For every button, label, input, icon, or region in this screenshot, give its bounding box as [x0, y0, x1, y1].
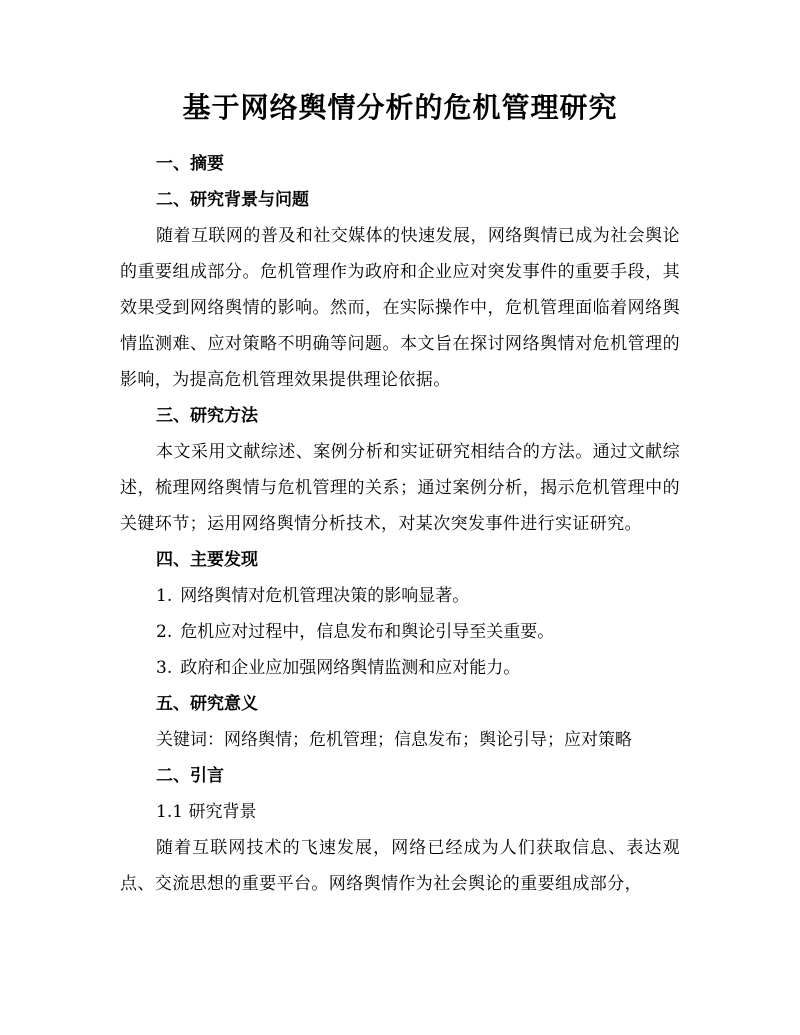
finding-number: 2.	[156, 622, 173, 642]
intro-paragraph: 随着互联网技术的飞速发展，网络已经成为人们获取信息、表达观点、交流思想的重要平台。网络舆情作为社会舆论的重要组成部分，	[120, 838, 680, 894]
document-page	[120, 88, 680, 902]
finding-text: 政府和企业应加强网络舆情监测和应对能力。	[180, 658, 521, 678]
document-title: 基于网络舆情分析的危机管理研究	[182, 91, 618, 124]
findings-list	[120, 578, 680, 686]
finding-item	[120, 650, 680, 686]
background-paragraph: 随着互联网的普及和社交媒体的快速发展，网络舆情已成为社会舆论的重要组成部分。危机管理作为政府和企业应对突发事件的重要手段，其效果受到网络舆情的影响。然而，在实际操作中，危机管理面临着网络舆情监测难、应对策略不明确等问题。本文旨在探讨网络舆情对危机管理的影响，为提高危机管理效果提供理论依据。	[120, 226, 680, 390]
significance-heading: 五、研究意义	[156, 694, 258, 714]
method-paragraph: 本文采用文献综述、案例分析和实证研究相结合的方法。通过文献综述，梳理网络舆情与危机管理的关系；通过案例分析，揭示危机管理中的关键环节；运用网络舆情分析技术，对某次突发事件进行实证研究。	[120, 442, 680, 534]
finding-item	[120, 578, 680, 614]
finding-number: 3.	[156, 658, 173, 678]
intro-subheading: 1.1 研究背景	[156, 802, 257, 822]
finding-text: 危机应对过程中，信息发布和舆论引导至关重要。	[180, 622, 555, 642]
intro-heading: 二、引言	[156, 766, 224, 786]
keywords-line: 关键词：网络舆情；危机管理；信息发布；舆论引导；应对策略	[156, 730, 632, 750]
finding-number: 1.	[156, 586, 173, 606]
finding-text: 网络舆情对危机管理决策的影响显著。	[180, 586, 470, 606]
method-heading: 三、研究方法	[156, 406, 258, 426]
finding-item	[120, 614, 680, 650]
background-heading: 二、研究背景与问题	[156, 190, 309, 210]
abstract-heading: 一、摘要	[156, 154, 224, 174]
findings-heading: 四、主要发现	[156, 550, 258, 570]
